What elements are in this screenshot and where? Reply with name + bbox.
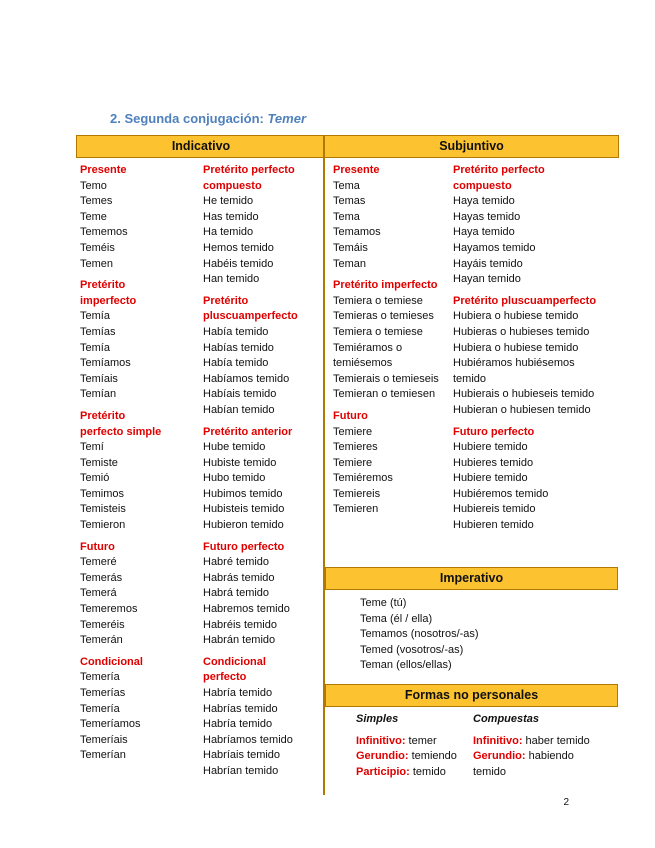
verb-form: Temen — [80, 257, 114, 270]
form-value: habiendo — [525, 750, 574, 763]
tense-title: pluscuamperfecto — [203, 310, 298, 323]
form-value: temido — [473, 765, 507, 778]
imperative-form: Tema (él / ella) — [360, 612, 433, 625]
non-personal-form-row — [473, 765, 590, 781]
verb-form: Habíamos temido — [203, 372, 290, 385]
verb-form: Hubiere temido — [453, 441, 528, 454]
verb-form: Habréis temido — [203, 618, 277, 631]
tense-title: Pretérito perfecto — [203, 164, 295, 176]
verb-form: Temeréis — [80, 618, 125, 631]
verb-form: Hubieres temido — [453, 456, 534, 469]
verb-form: Hubieren temido — [453, 519, 534, 532]
page-number: 2 — [563, 797, 569, 808]
subjuntivo-column-1 — [333, 163, 439, 518]
tense-title: Presente — [333, 164, 380, 176]
tense-title: Futuro — [80, 540, 115, 553]
tense-title: Pretérito pluscuamperfecto — [453, 294, 597, 307]
verb-form: Temerá — [80, 587, 117, 600]
verb-form: Temeríamos — [80, 718, 141, 731]
verb-form: Temisteis — [80, 503, 126, 516]
tense-title: Condicional — [80, 655, 143, 668]
verb-form: Hayan temido — [453, 273, 521, 286]
verb-form: Hubieras o hubieses temido — [453, 325, 590, 338]
indicativo-header: Indicativo — [76, 135, 326, 158]
verb-form: Hubiereis temido — [453, 503, 536, 516]
verb-form: Temeremos — [80, 603, 138, 616]
tense-title: imperfecto — [80, 294, 137, 307]
imperative-form: Teme (tú) — [360, 597, 407, 609]
verb-form: Habrían temido — [203, 764, 279, 777]
verb-form: Habrá temido — [203, 587, 270, 600]
verb-form: Hubimos temido — [203, 487, 283, 500]
tense-title: Condicional — [203, 655, 266, 668]
non-personal-form-row — [356, 734, 457, 750]
form-value: temer — [405, 734, 437, 747]
form-label: Gerundio: — [356, 750, 409, 763]
verb-form: Teman — [333, 257, 367, 270]
verb-form: Temiéremos — [333, 472, 393, 485]
form-label: Participio: — [356, 765, 410, 778]
verb-form: Has temido — [203, 210, 259, 223]
verb-form: Temiere — [333, 425, 373, 438]
verb-form: Temiste — [80, 456, 118, 469]
imperativo-list — [360, 596, 479, 674]
verb-form: Temes — [80, 195, 113, 208]
tense-title: Pretérito — [80, 409, 126, 422]
formas-simples — [356, 712, 457, 780]
verb-form: Hube temido — [203, 441, 266, 454]
non-personal-form-row — [473, 749, 590, 765]
non-personal-form-row — [473, 734, 590, 750]
tense-title: compuesto — [203, 179, 262, 192]
verb-form: Temierais o temieseis — [333, 372, 439, 385]
verb-form: Habrás temido — [203, 571, 275, 584]
verb-form: Hubiere temido — [453, 472, 528, 485]
verb-form: Temimos — [80, 487, 125, 500]
verb-form: Teme — [80, 210, 107, 223]
verb-form: Temeré — [80, 556, 117, 569]
verb-form: Hubieran o hubiesen temido — [453, 403, 591, 416]
imperative-form: Temamos (nosotros/-as) — [360, 628, 479, 641]
verb-form: Hubiste temido — [203, 456, 277, 469]
tense-title: Pretérito anterior — [203, 425, 293, 438]
verb-form: Temió — [80, 472, 110, 485]
subjuntivo-column-2 — [453, 163, 596, 534]
verb-form: Haya temido — [453, 195, 515, 208]
verb-form: Temiera o temiese — [333, 294, 423, 307]
verb-form: Habríais temido — [203, 749, 281, 762]
verb-form: Temeríais — [80, 733, 128, 746]
tense-title: Pretérito — [203, 294, 249, 307]
tense-title: Futuro perfecto — [203, 540, 285, 553]
tense-title: Futuro — [333, 409, 368, 422]
verb-form: Tema — [333, 179, 360, 192]
verb-form: Temo — [80, 179, 107, 192]
verb-form: Temieren — [333, 503, 379, 516]
verb-form: Habéis temido — [203, 257, 274, 270]
verb-form: Temiéramos o — [333, 341, 403, 354]
verb-form: Temieron — [80, 519, 126, 532]
title-verb: Temer — [267, 111, 307, 126]
verb-form: Temía — [80, 310, 110, 323]
tense-title: Pretérito imperfecto — [333, 279, 438, 292]
verb-form: Temieran o temiesen — [333, 388, 436, 401]
verb-form: Había temido — [203, 325, 269, 338]
verb-form: Hubiéremos temido — [453, 487, 549, 500]
verb-form: Temerás — [80, 571, 123, 584]
tense-title: perfecto simple — [80, 425, 162, 438]
verb-form: Teméis — [80, 241, 115, 254]
verb-form: Temáis — [333, 241, 368, 254]
simples-label: Simples — [356, 713, 399, 725]
verb-form: Temías — [80, 325, 116, 338]
verb-form: Habría temido — [203, 687, 273, 699]
section-title — [110, 111, 306, 126]
form-label: Gerundio: — [473, 750, 526, 763]
verb-form: Haya temido — [453, 226, 515, 239]
verb-form: Hubisteis temido — [203, 503, 285, 516]
non-personal-form-row — [356, 765, 457, 781]
verb-form: Temerán — [80, 634, 123, 647]
verb-form: Hemos temido — [203, 241, 274, 254]
verb-form: Temían — [80, 388, 117, 401]
verb-form: Temerían — [80, 749, 126, 762]
verb-form: Habrías temido — [203, 702, 278, 715]
title-prefix: 2. Segunda conjugación: — [110, 111, 268, 126]
form-value: temido — [409, 765, 446, 778]
verb-form: Habríamos temido — [203, 733, 293, 746]
verb-form: Habremos temido — [203, 603, 290, 616]
verb-form: temido — [453, 372, 487, 385]
verb-form: Hubiéramos hubiésemos — [453, 357, 575, 370]
formas-compuestas — [473, 712, 590, 780]
tense-title: perfecto — [203, 671, 247, 684]
verb-form: Temerías — [80, 687, 126, 699]
indicativo-column-1 — [80, 163, 161, 764]
verb-form: Temieres — [333, 441, 378, 454]
verb-form: Tema — [333, 210, 360, 223]
verb-form: Hubieron temido — [203, 519, 284, 532]
tense-title: Futuro perfecto — [453, 425, 535, 438]
tense-title: Presente — [80, 164, 127, 176]
verb-form: Temí — [80, 441, 104, 454]
imperativo-header: Imperativo — [325, 567, 618, 590]
verb-form: Temiera o temiese — [333, 325, 423, 338]
verb-form: Hubierais o hubieseis temido — [453, 388, 595, 401]
verb-form: Temamos — [333, 226, 381, 239]
verb-form: Habíais temido — [203, 388, 277, 401]
indicativo-column-2 — [203, 163, 298, 780]
verb-form: Temiere — [333, 456, 373, 469]
verb-form: Temería — [80, 671, 120, 684]
verb-form: Ha temido — [203, 226, 254, 239]
verb-form: temiésemos — [333, 357, 393, 370]
verb-form: Había temido — [203, 357, 269, 370]
form-label: Infinitivo: — [473, 734, 523, 747]
verb-form: Temas — [333, 195, 366, 208]
formas-header: Formas no personales — [325, 684, 618, 707]
verb-form: Habré temido — [203, 556, 270, 569]
form-label: Infinitivo: — [356, 734, 406, 747]
imperative-form: Temed (vosotros/-as) — [360, 643, 464, 656]
compuestas-label: Compuestas — [473, 713, 540, 725]
verb-form: Habían temido — [203, 403, 275, 416]
form-value: temiendo — [408, 750, 457, 763]
verb-form: Temieras o temieses — [333, 310, 434, 323]
verb-form: Temía — [80, 341, 110, 354]
verb-form: Hayáis temido — [453, 257, 523, 270]
imperative-form: Teman (ellos/ellas) — [360, 659, 452, 672]
tense-title: Pretérito perfecto — [453, 164, 545, 176]
verb-form: Habrán temido — [203, 634, 276, 647]
verb-form: Temiereis — [333, 487, 381, 500]
verb-form: Hubiera o hubiese temido — [453, 341, 579, 354]
tense-title: compuesto — [453, 179, 512, 192]
verb-form: Han temido — [203, 273, 260, 286]
non-personal-form-row — [356, 749, 457, 765]
verb-form: Hubo temido — [203, 472, 266, 485]
subjuntivo-header: Subjuntivo — [324, 135, 619, 158]
verb-form: Tememos — [80, 226, 128, 239]
verb-form: Temería — [80, 702, 120, 715]
verb-form: Habías temido — [203, 341, 274, 354]
verb-form: Hubiera o hubiese temido — [453, 310, 579, 323]
verb-form: Temíais — [80, 372, 118, 385]
verb-form: He temido — [203, 195, 254, 208]
form-value: haber temido — [522, 734, 590, 747]
tense-title: Pretérito — [80, 279, 126, 292]
verb-form: Temíamos — [80, 357, 131, 370]
verb-form: Hayamos temido — [453, 241, 536, 254]
verb-form: Hayas temido — [453, 210, 521, 223]
verb-form: Habría temido — [203, 718, 273, 731]
